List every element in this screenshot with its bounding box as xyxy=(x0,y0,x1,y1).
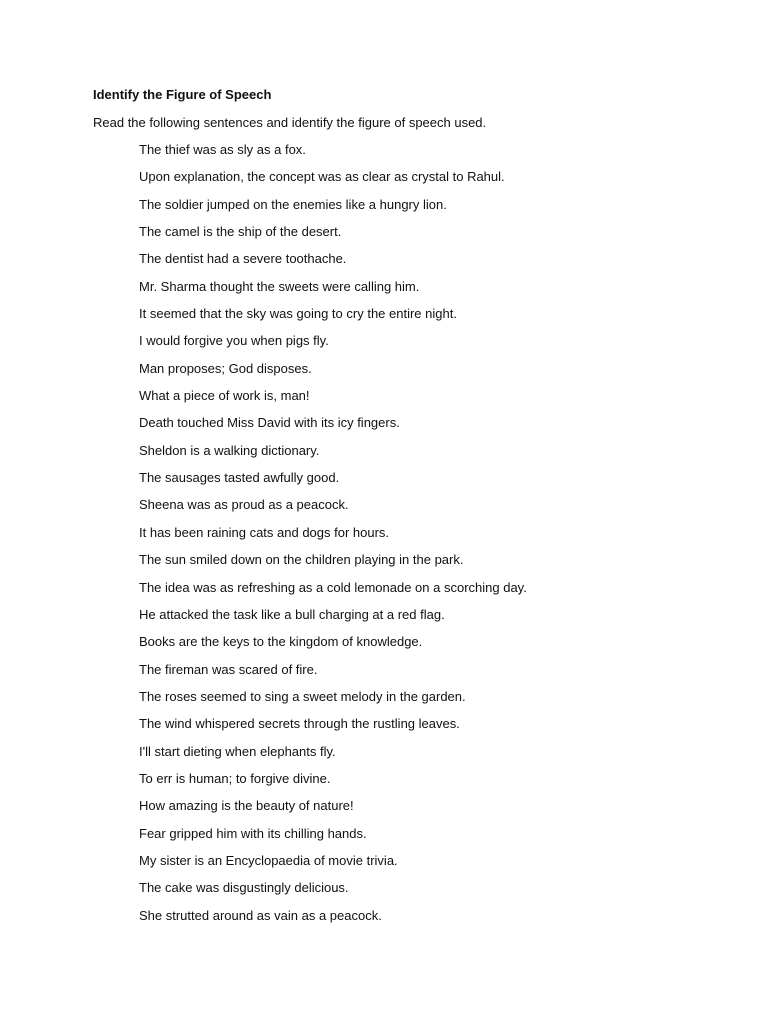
question-text: I would forgive you when pigs fly. xyxy=(139,333,329,349)
question-text: She strutted around as vain as a peacock. xyxy=(139,907,382,923)
question-text: He attacked the task like a bull charging at a red flag. xyxy=(139,606,445,622)
question-text: The dentist had a severe toothache. xyxy=(139,251,347,267)
question-text: What a piece of work is, man! xyxy=(139,388,310,404)
question-text: I'll start dieting when elephants fly. xyxy=(139,743,336,759)
question-text: The idea was as refreshing as a cold lemonade on a scorching day. xyxy=(139,579,527,595)
question-text: Man proposes; God disposes. xyxy=(139,360,312,376)
question-text: It has been raining cats and dogs for hours. xyxy=(139,524,390,540)
question-text: The soldier jumped on the enemies like a hungry lion. xyxy=(139,196,447,212)
question-text: The thief was as sly as a fox. xyxy=(139,142,306,157)
question-text: Upon explanation, the concept was as clear as crystal to Rahul. xyxy=(139,169,505,185)
instructions-text: Read the following sentences and identify the figure of speech used. xyxy=(93,115,487,130)
page-title: Identify the Figure of Speech xyxy=(93,87,272,102)
question-text: The sausages tasted awfully good. xyxy=(139,470,340,486)
question-text: The cake was disgustingly delicious. xyxy=(139,880,349,896)
question-text: The camel is the ship of the desert. xyxy=(139,224,342,240)
question-text: My sister is an Encyclopaedia of movie trivia. xyxy=(139,852,398,868)
question-text: The fireman was scared of fire. xyxy=(139,661,318,677)
question-text: Mr. Sharma thought the sweets were calling him. xyxy=(139,278,420,294)
question-text: Sheena was as proud as a peacock. xyxy=(139,497,349,513)
question-text: The roses seemed to sing a sweet melody in the garden. xyxy=(139,688,466,704)
question-text: The wind whispered secrets through the rustling leaves. xyxy=(139,716,460,732)
question-text: How amazing is the beauty of nature! xyxy=(139,798,354,814)
question-text: Sheldon is a walking dictionary. xyxy=(139,442,320,458)
question-text: Fear gripped him with its chilling hands. xyxy=(139,825,367,841)
question-text: The sun smiled down on the children playing in the park. xyxy=(139,552,464,568)
question-text: Death touched Miss David with its icy fingers. xyxy=(139,415,400,431)
question-text: It seemed that the sky was going to cry the entire night. xyxy=(139,306,457,322)
question-text: To err is human; to forgive divine. xyxy=(139,770,331,786)
question-text: Books are the keys to the kingdom of knowledge. xyxy=(139,634,423,650)
